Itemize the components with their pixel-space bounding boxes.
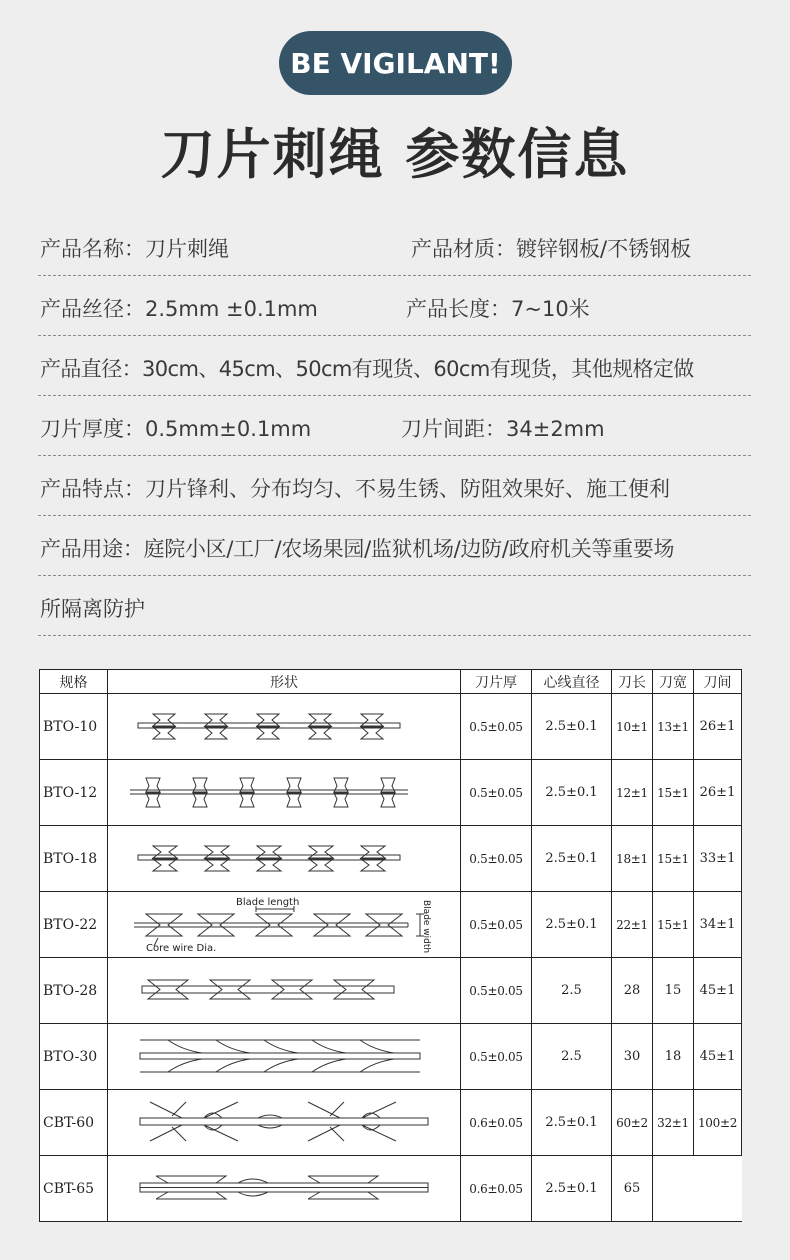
blade-width: 15±1 <box>653 892 694 958</box>
shape-cell <box>108 826 461 892</box>
bto-28-diagram <box>108 958 460 1023</box>
bto-10-diagram <box>108 694 460 759</box>
col-header: 刀宽 <box>653 670 694 694</box>
cbt-60-diagram <box>108 1090 460 1155</box>
bto-18-diagram <box>108 826 460 891</box>
blade-gap: 26±1 <box>694 760 742 826</box>
col-header: 心线直径 <box>532 670 612 694</box>
shape-cell <box>108 1156 461 1222</box>
info-label: 产品特点 ： <box>40 477 145 501</box>
blade-width: 13±1 <box>653 694 694 760</box>
blade-thickness: 0.6±0.05 <box>461 1156 532 1222</box>
blade-width: 15±1 <box>653 826 694 892</box>
info-label: 产品用途 ： <box>40 537 144 561</box>
vigilant-badge: BE VIGILANT! <box>279 31 512 95</box>
product-info-list <box>38 216 751 636</box>
shape-cell <box>108 1090 461 1156</box>
shape-cell <box>108 958 461 1024</box>
blade-width: 15 <box>653 958 694 1024</box>
info-value: 刀片锋利、分布均匀、不易生锈、防阻效果好、施工便利 <box>145 477 670 501</box>
info-value: 0.5mm±0.1mm <box>145 417 312 441</box>
spec-code: BTO-30 <box>40 1024 108 1090</box>
bto-22-diagram <box>108 892 460 957</box>
table-row <box>40 760 742 826</box>
table-header-row <box>40 670 742 694</box>
table-row <box>40 892 742 958</box>
spec-code: CBT-60 <box>40 1090 108 1156</box>
blade-width: 32±1 <box>653 1090 694 1156</box>
bto-12-diagram <box>108 760 460 825</box>
col-header: 刀片厚 <box>461 670 532 694</box>
cbt-65-diagram <box>108 1156 460 1221</box>
info-value: 所隔离防护 <box>40 597 145 621</box>
info-value: 刀片刺绳 <box>145 237 229 261</box>
core-diameter: 2.5±0.1 <box>532 826 612 892</box>
col-header: 刀间 <box>694 670 742 694</box>
info-value: 7~10米 <box>511 297 590 321</box>
col-header: 规格 <box>40 670 108 694</box>
info-label: 产品长度 ： <box>406 297 511 321</box>
page-title: 刀片刺绳 参数信息 <box>160 123 630 186</box>
table-row <box>40 694 742 760</box>
info-row <box>38 336 751 396</box>
blade-thickness: 0.5±0.05 <box>461 760 532 826</box>
blade-width: 15±1 <box>653 760 694 826</box>
info-label: 产品直径 ： <box>40 357 142 381</box>
info-label: 刀片厚度 ： <box>40 417 145 441</box>
info-value: 30cm、45cm、50cm有现货、60cm有现货，其他规格定做 <box>142 357 694 381</box>
blade-length: 12±1 <box>612 760 653 826</box>
blade-width: 18 <box>653 1024 694 1090</box>
table-row <box>40 1024 742 1090</box>
blade-thickness: 0.5±0.05 <box>461 958 532 1024</box>
spec-code: BTO-10 <box>40 694 108 760</box>
blade-thickness: 0.5±0.05 <box>461 892 532 958</box>
info-row <box>38 516 751 576</box>
bto-30-diagram <box>108 1024 460 1089</box>
info-row <box>38 216 751 276</box>
spec-code: BTO-28 <box>40 958 108 1024</box>
blade-thickness: 0.5±0.05 <box>461 694 532 760</box>
blade-thickness: 0.5±0.05 <box>461 826 532 892</box>
info-value: 镀锌钢板/不锈钢板 <box>516 237 692 261</box>
blade-length-label: Blade length <box>236 897 300 908</box>
info-row <box>38 576 751 636</box>
info-label: 刀片间距 ： <box>401 417 506 441</box>
empty-cell <box>653 1156 742 1222</box>
spec-code: BTO-22 <box>40 892 108 958</box>
col-header: 刀长 <box>612 670 653 694</box>
info-row <box>38 396 751 456</box>
table-row <box>40 1090 742 1156</box>
blade-length: 22±1 <box>612 892 653 958</box>
spec-code: BTO-12 <box>40 760 108 826</box>
blade-thickness: 0.5±0.05 <box>461 1024 532 1090</box>
core-diameter: 2.5±0.1 <box>532 1156 612 1222</box>
core-diameter: 2.5 <box>532 958 612 1024</box>
info-value: 庭院小区/工厂/农场果园/监狱机场/边防/政府机关等重要场 <box>143 537 675 561</box>
core-diameter: 2.5±0.1 <box>532 694 612 760</box>
core-wire-label: Core wire Dia. <box>146 943 217 954</box>
shape-cell <box>108 694 461 760</box>
blade-width-label: Blade width <box>421 900 431 954</box>
blade-length: 30 <box>612 1024 653 1090</box>
info-value: 2.5mm ±0.1mm <box>145 297 318 321</box>
core-diameter: 2.5±0.1 <box>532 1090 612 1156</box>
blade-gap: 33±1 <box>694 826 742 892</box>
core-diameter: 2.5 <box>532 1024 612 1090</box>
blade-gap: 45±1 <box>694 1024 742 1090</box>
shape-cell <box>108 892 461 958</box>
table-row <box>40 1156 742 1222</box>
core-diameter: 2.5±0.1 <box>532 892 612 958</box>
info-label: 产品丝径 ： <box>40 297 145 321</box>
blade-gap: 26±1 <box>694 694 742 760</box>
blade-gap: 34±1 <box>694 892 742 958</box>
blade-length: 18±1 <box>612 826 653 892</box>
blade-length: 10±1 <box>612 694 653 760</box>
blade-length: 28 <box>612 958 653 1024</box>
info-label: 产品名称 ： <box>40 237 145 261</box>
info-row <box>38 456 751 516</box>
blade-length: 60±2 <box>612 1090 653 1156</box>
spec-code: CBT-65 <box>40 1156 108 1222</box>
info-value: 34±2mm <box>506 417 605 441</box>
info-row <box>38 276 751 336</box>
spec-table <box>39 669 742 1222</box>
blade-gap: 45±1 <box>694 958 742 1024</box>
table-row <box>40 826 742 892</box>
col-header: 形状 <box>108 670 461 694</box>
shape-cell <box>108 1024 461 1090</box>
blade-gap: 100±2 <box>694 1090 742 1156</box>
shape-cell <box>108 760 461 826</box>
table-row <box>40 958 742 1024</box>
blade-length: 65 <box>612 1156 653 1222</box>
spec-code: BTO-18 <box>40 826 108 892</box>
blade-thickness: 0.6±0.05 <box>461 1090 532 1156</box>
core-diameter: 2.5±0.1 <box>532 760 612 826</box>
info-label: 产品材质 ： <box>411 237 516 261</box>
